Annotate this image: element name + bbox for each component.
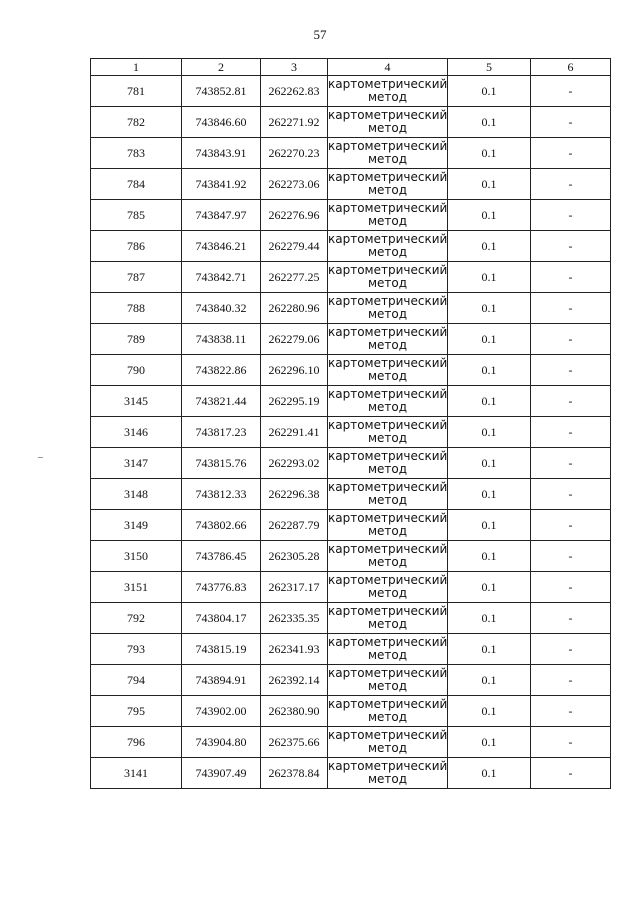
y-coordinate-cell: 262293.02 xyxy=(261,448,328,479)
x-coordinate-cell: 743776.83 xyxy=(182,572,261,603)
method-line-1: картометрический xyxy=(328,449,448,463)
point-number-cell: 784 xyxy=(91,169,182,200)
table-body xyxy=(91,76,611,789)
table-row xyxy=(91,603,611,634)
y-coordinate-cell: 262273.06 xyxy=(261,169,328,200)
method-cell xyxy=(328,479,448,510)
note-cell: - xyxy=(531,417,611,448)
method-cell xyxy=(328,262,448,293)
method-line-1: картометрический xyxy=(328,480,448,494)
method-cell xyxy=(328,603,448,634)
x-coordinate-cell: 743840.32 xyxy=(182,293,261,324)
accuracy-cell: 0.1 xyxy=(448,200,531,231)
method-line-1: картометрический xyxy=(328,511,448,525)
note-cell: - xyxy=(531,603,611,634)
y-coordinate-cell: 262380.90 xyxy=(261,696,328,727)
y-coordinate-cell: 262335.35 xyxy=(261,603,328,634)
table-row xyxy=(91,696,611,727)
note-cell: - xyxy=(531,200,611,231)
method-cell xyxy=(328,758,448,789)
note-cell: - xyxy=(531,510,611,541)
x-coordinate-cell: 743902.00 xyxy=(182,696,261,727)
method-cell xyxy=(328,169,448,200)
table-row xyxy=(91,231,611,262)
method-line-2: метод xyxy=(367,400,408,414)
method-cell xyxy=(328,696,448,727)
note-cell: - xyxy=(531,231,611,262)
table-row xyxy=(91,324,611,355)
method-cell xyxy=(328,76,448,107)
y-coordinate-cell: 262296.10 xyxy=(261,355,328,386)
point-number-cell: 794 xyxy=(91,665,182,696)
table-row xyxy=(91,107,611,138)
method-line-1: картометрический xyxy=(328,573,448,587)
point-number-cell: 3145 xyxy=(91,386,182,417)
header-col-3: 3 xyxy=(261,59,328,76)
note-cell: - xyxy=(531,76,611,107)
margin-mark xyxy=(38,457,43,458)
y-coordinate-cell: 262375.66 xyxy=(261,727,328,758)
accuracy-cell: 0.1 xyxy=(448,262,531,293)
point-number-cell: 793 xyxy=(91,634,182,665)
accuracy-cell: 0.1 xyxy=(448,479,531,510)
point-number-cell: 789 xyxy=(91,324,182,355)
y-coordinate-cell: 262291.41 xyxy=(261,417,328,448)
x-coordinate-cell: 743841.92 xyxy=(182,169,261,200)
x-coordinate-cell: 743812.33 xyxy=(182,479,261,510)
point-number-cell: 3146 xyxy=(91,417,182,448)
method-line-1: картометрический xyxy=(328,263,448,277)
method-line-2: метод xyxy=(367,152,408,166)
x-coordinate-cell: 743846.60 xyxy=(182,107,261,138)
method-line-2: метод xyxy=(367,338,408,352)
method-line-1: картометрический xyxy=(328,635,448,649)
note-cell: - xyxy=(531,169,611,200)
method-line-2: метод xyxy=(367,679,408,693)
method-line-1: картометрический xyxy=(328,542,448,556)
method-cell xyxy=(328,231,448,262)
accuracy-cell: 0.1 xyxy=(448,603,531,634)
table-row xyxy=(91,262,611,293)
method-line-2: метод xyxy=(367,121,408,135)
x-coordinate-cell: 743815.19 xyxy=(182,634,261,665)
point-number-cell: 3148 xyxy=(91,479,182,510)
method-line-2: метод xyxy=(367,462,408,476)
method-line-2: метод xyxy=(367,586,408,600)
method-cell xyxy=(328,572,448,603)
method-line-2: метод xyxy=(367,276,408,290)
y-coordinate-cell: 262295.19 xyxy=(261,386,328,417)
table-row xyxy=(91,293,611,324)
accuracy-cell: 0.1 xyxy=(448,541,531,572)
table-row xyxy=(91,169,611,200)
method-line-2: метод xyxy=(367,772,408,786)
x-coordinate-cell: 743802.66 xyxy=(182,510,261,541)
x-coordinate-cell: 743804.17 xyxy=(182,603,261,634)
x-coordinate-cell: 743894.91 xyxy=(182,665,261,696)
table-row xyxy=(91,417,611,448)
method-line-1: картометрический xyxy=(328,356,448,370)
method-cell xyxy=(328,448,448,479)
y-coordinate-cell: 262277.25 xyxy=(261,262,328,293)
method-line-2: метод xyxy=(367,555,408,569)
point-number-cell: 3151 xyxy=(91,572,182,603)
method-line-2: метод xyxy=(367,183,408,197)
method-cell xyxy=(328,510,448,541)
x-coordinate-cell: 743822.86 xyxy=(182,355,261,386)
method-cell xyxy=(328,355,448,386)
accuracy-cell: 0.1 xyxy=(448,355,531,386)
table-row xyxy=(91,479,611,510)
point-number-cell: 790 xyxy=(91,355,182,386)
accuracy-cell: 0.1 xyxy=(448,76,531,107)
table-header-row xyxy=(91,59,611,76)
header-col-1: 1 xyxy=(91,59,182,76)
accuracy-cell: 0.1 xyxy=(448,727,531,758)
accuracy-cell: 0.1 xyxy=(448,572,531,603)
accuracy-cell: 0.1 xyxy=(448,107,531,138)
note-cell: - xyxy=(531,293,611,324)
method-line-1: картометрический xyxy=(328,232,448,246)
x-coordinate-cell: 743817.23 xyxy=(182,417,261,448)
method-line-2: метод xyxy=(367,710,408,724)
note-cell: - xyxy=(531,262,611,293)
note-cell: - xyxy=(531,665,611,696)
point-number-cell: 786 xyxy=(91,231,182,262)
page-number: 57 xyxy=(313,27,327,42)
note-cell: - xyxy=(531,324,611,355)
table-row xyxy=(91,386,611,417)
note-cell: - xyxy=(531,541,611,572)
note-cell: - xyxy=(531,696,611,727)
y-coordinate-cell: 262279.06 xyxy=(261,324,328,355)
table-row xyxy=(91,727,611,758)
header-col-5: 5 xyxy=(448,59,531,76)
method-line-1: картометрический xyxy=(328,604,448,618)
method-cell xyxy=(328,727,448,758)
method-line-1: картометрический xyxy=(328,728,448,742)
accuracy-cell: 0.1 xyxy=(448,293,531,324)
note-cell: - xyxy=(531,107,611,138)
method-line-2: метод xyxy=(367,493,408,507)
point-number-cell: 795 xyxy=(91,696,182,727)
method-line-2: метод xyxy=(367,431,408,445)
note-cell: - xyxy=(531,448,611,479)
x-coordinate-cell: 743907.49 xyxy=(182,758,261,789)
method-line-1: картометрический xyxy=(328,325,448,339)
accuracy-cell: 0.1 xyxy=(448,758,531,789)
table-row xyxy=(91,634,611,665)
accuracy-cell: 0.1 xyxy=(448,665,531,696)
table-row xyxy=(91,572,611,603)
method-line-1: картометрический xyxy=(328,418,448,432)
x-coordinate-cell: 743786.45 xyxy=(182,541,261,572)
method-line-2: метод xyxy=(367,214,408,228)
header-col-2: 2 xyxy=(182,59,261,76)
method-line-1: картометрический xyxy=(328,139,448,153)
note-cell: - xyxy=(531,758,611,789)
point-number-cell: 788 xyxy=(91,293,182,324)
accuracy-cell: 0.1 xyxy=(448,634,531,665)
point-number-cell: 3147 xyxy=(91,448,182,479)
x-coordinate-cell: 743842.71 xyxy=(182,262,261,293)
method-line-1: картометрический xyxy=(328,387,448,401)
method-cell xyxy=(328,107,448,138)
table-row xyxy=(91,138,611,169)
x-coordinate-cell: 743838.11 xyxy=(182,324,261,355)
note-cell: - xyxy=(531,138,611,169)
method-line-1: картометрический xyxy=(328,759,448,773)
point-number-cell: 781 xyxy=(91,76,182,107)
x-coordinate-cell: 743821.44 xyxy=(182,386,261,417)
header-col-6: 6 xyxy=(531,59,611,76)
table-row xyxy=(91,355,611,386)
y-coordinate-cell: 262305.28 xyxy=(261,541,328,572)
method-line-1: картометрический xyxy=(328,108,448,122)
x-coordinate-cell: 743852.81 xyxy=(182,76,261,107)
x-coordinate-cell: 743847.97 xyxy=(182,200,261,231)
x-coordinate-cell: 743904.80 xyxy=(182,727,261,758)
method-cell xyxy=(328,138,448,169)
method-line-2: метод xyxy=(367,307,408,321)
y-coordinate-cell: 262341.93 xyxy=(261,634,328,665)
method-line-1: картометрический xyxy=(328,201,448,215)
accuracy-cell: 0.1 xyxy=(448,169,531,200)
table-row xyxy=(91,200,611,231)
y-coordinate-cell: 262317.17 xyxy=(261,572,328,603)
method-line-1: картометрический xyxy=(328,294,448,308)
method-line-2: метод xyxy=(367,369,408,383)
point-number-cell: 796 xyxy=(91,727,182,758)
accuracy-cell: 0.1 xyxy=(448,510,531,541)
accuracy-cell: 0.1 xyxy=(448,138,531,169)
method-cell xyxy=(328,293,448,324)
y-coordinate-cell: 262271.92 xyxy=(261,107,328,138)
method-cell xyxy=(328,634,448,665)
method-cell xyxy=(328,665,448,696)
y-coordinate-cell: 262378.84 xyxy=(261,758,328,789)
method-line-2: метод xyxy=(367,524,408,538)
table-row xyxy=(91,665,611,696)
header-col-4: 4 xyxy=(328,59,448,76)
y-coordinate-cell: 262296.38 xyxy=(261,479,328,510)
method-cell xyxy=(328,324,448,355)
note-cell: - xyxy=(531,355,611,386)
point-number-cell: 783 xyxy=(91,138,182,169)
method-cell xyxy=(328,386,448,417)
method-line-2: метод xyxy=(367,245,408,259)
y-coordinate-cell: 262279.44 xyxy=(261,231,328,262)
note-cell: - xyxy=(531,479,611,510)
table-row xyxy=(91,448,611,479)
method-line-1: картометрический xyxy=(328,666,448,680)
method-line-1: картометрический xyxy=(328,77,448,91)
point-number-cell: 792 xyxy=(91,603,182,634)
x-coordinate-cell: 743843.91 xyxy=(182,138,261,169)
table-row xyxy=(91,541,611,572)
method-cell xyxy=(328,200,448,231)
method-cell xyxy=(328,417,448,448)
method-line-1: картометрический xyxy=(328,170,448,184)
accuracy-cell: 0.1 xyxy=(448,448,531,479)
accuracy-cell: 0.1 xyxy=(448,417,531,448)
table-row xyxy=(91,510,611,541)
point-number-cell: 3150 xyxy=(91,541,182,572)
table-row xyxy=(91,758,611,789)
y-coordinate-cell: 262392.14 xyxy=(261,665,328,696)
accuracy-cell: 0.1 xyxy=(448,386,531,417)
coordinates-table xyxy=(90,58,611,789)
method-line-1: картометрический xyxy=(328,697,448,711)
y-coordinate-cell: 262262.83 xyxy=(261,76,328,107)
table-row xyxy=(91,76,611,107)
point-number-cell: 3141 xyxy=(91,758,182,789)
note-cell: - xyxy=(531,386,611,417)
point-number-cell: 787 xyxy=(91,262,182,293)
accuracy-cell: 0.1 xyxy=(448,231,531,262)
y-coordinate-cell: 262287.79 xyxy=(261,510,328,541)
y-coordinate-cell: 262270.23 xyxy=(261,138,328,169)
note-cell: - xyxy=(531,634,611,665)
method-line-2: метод xyxy=(367,617,408,631)
method-cell xyxy=(328,541,448,572)
point-number-cell: 3149 xyxy=(91,510,182,541)
point-number-cell: 782 xyxy=(91,107,182,138)
method-line-2: метод xyxy=(367,648,408,662)
note-cell: - xyxy=(531,572,611,603)
method-line-2: метод xyxy=(367,741,408,755)
accuracy-cell: 0.1 xyxy=(448,696,531,727)
note-cell: - xyxy=(531,727,611,758)
y-coordinate-cell: 262280.96 xyxy=(261,293,328,324)
x-coordinate-cell: 743846.21 xyxy=(182,231,261,262)
point-number-cell: 785 xyxy=(91,200,182,231)
y-coordinate-cell: 262276.96 xyxy=(261,200,328,231)
accuracy-cell: 0.1 xyxy=(448,324,531,355)
x-coordinate-cell: 743815.76 xyxy=(182,448,261,479)
method-line-2: метод xyxy=(367,90,408,104)
